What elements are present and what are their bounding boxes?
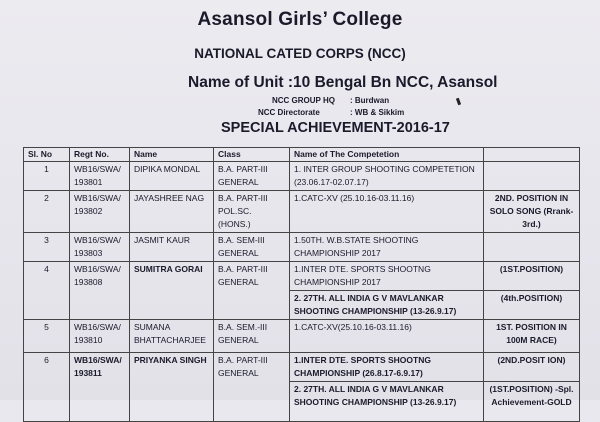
cell-regt: WB16/SWA/ 193802 — [70, 191, 130, 233]
table-row — [24, 162, 580, 191]
cell-class: B.A. SEM.-III GENERAL — [214, 320, 290, 353]
cell-regt: WB16/SWA/ 193808 — [70, 262, 130, 320]
cell-slno: 5 — [24, 320, 70, 353]
cell-competition: 2. 27TH. ALL INDIA G V MAVLANKAR SHOOTING CHAMPIONSHIP (13-26.9.17) — [290, 382, 484, 422]
cell-class: B.A. PART-III GENERAL — [214, 353, 290, 422]
header-class: Class — [214, 148, 290, 162]
pen-mark — [456, 98, 461, 106]
cell-slno: 2 — [24, 191, 70, 233]
cell-class: B.A. PART-III GENERAL — [214, 262, 290, 320]
cell-name: SUMITRA GORAI — [130, 262, 214, 320]
header-result — [484, 148, 580, 162]
cell-result: 2ND. POSITION IN SOLO SONG (Rrank-3rd.) — [484, 191, 580, 233]
table-row — [24, 233, 580, 262]
cell-competition: 1.CATC-XV (25.10.16-03.11.16) — [290, 191, 484, 233]
directorate-line — [258, 108, 404, 117]
cell-result — [484, 233, 580, 262]
cell-result: (4th.POSITION) — [484, 291, 580, 320]
cell-regt: WB16/SWA/ 193811 — [70, 353, 130, 422]
cell-competition: 1. INTER GROUP SHOOTING COMPETETION (23.06.17-02.07.17) — [290, 162, 484, 191]
cell-name: SUMANA BHATTACHARJEE — [130, 320, 214, 353]
achievement-table-wrapper — [23, 147, 579, 422]
header-slno: Sl. No — [24, 148, 70, 162]
header-regt: Regt No. — [70, 148, 130, 162]
group-hq-label: NCC GROUP HQ — [272, 96, 335, 105]
cell-slno: 1 — [24, 162, 70, 191]
cell-result: 1ST. POSITION IN 100M RACE) — [484, 320, 580, 353]
cell-regt: WB16/SWA/ 193803 — [70, 233, 130, 262]
cell-competition: 2. 27TH. ALL INDIA G V MAVLANKAR SHOOTING CHAMPIONSHIP (13-26.9.17) — [290, 291, 484, 320]
cell-class: B.A. PART-III GENERAL — [214, 162, 290, 191]
table-row — [24, 262, 580, 291]
cell-class: B.A. PART-III POL.SC. (HONS.) — [214, 191, 290, 233]
cell-result — [484, 162, 580, 191]
cell-competition: 1.INTER DTE. SPORTS SHOOTNG CHAMPIONSHIP (26.8.17-6.9.17) — [290, 353, 484, 382]
header-name: Name — [130, 148, 214, 162]
cell-class: B.A. SEM-III GENERAL — [214, 233, 290, 262]
table-header-row — [24, 148, 580, 162]
corps-title: NATIONAL CATED CORPS (NCC) — [194, 46, 406, 61]
achievement-title: SPECIAL ACHIEVEMENT-2016-17 — [221, 120, 450, 136]
college-title: Asansol Girls’ College — [197, 9, 403, 30]
cell-result: (1ST.POSITION) -Spl. Achievement-GOLD — [484, 382, 580, 422]
cell-name: JASMIT KAUR — [130, 233, 214, 262]
cell-competition: 1.CATC-XV(25.10.16-03.11.16) — [290, 320, 484, 353]
cell-regt: WB16/SWA/ 193810 — [70, 320, 130, 353]
cell-slno: 4 — [24, 262, 70, 320]
header-competition: Name of The Competetion — [290, 148, 484, 162]
cell-result: (2ND.POSIT ION) — [484, 353, 580, 382]
directorate-value: : WB & Sikkim — [350, 108, 405, 117]
cell-competition: 1.50TH. W.B.STATE SHOOTING CHAMPIONSHIP 2017 — [290, 233, 484, 262]
table-row — [24, 320, 580, 353]
cell-name: JAYASHREE NAG — [130, 191, 214, 233]
cell-slno: 3 — [24, 233, 70, 262]
cell-name: PRIYANKA SINGH — [130, 353, 214, 422]
cell-competition: 1.INTER DTE. SPORTS SHOOTNG CHAMPIONSHIP 2017 — [290, 262, 484, 291]
unit-name: Name of Unit :10 Bengal Bn NCC, Asansol — [188, 74, 498, 91]
group-hq-line — [272, 96, 389, 105]
group-hq-value: : Burdwan — [350, 96, 390, 105]
cell-result: (1ST.POSITION) — [484, 262, 580, 291]
achievement-table — [23, 147, 580, 422]
cell-name: DIPIKA MONDAL — [130, 162, 214, 191]
table-row — [24, 353, 580, 382]
directorate-label: NCC Directorate — [258, 108, 320, 117]
cell-regt: WB16/SWA/ 193801 — [70, 162, 130, 191]
cell-slno: 6 — [24, 353, 70, 422]
table-row — [24, 191, 580, 233]
